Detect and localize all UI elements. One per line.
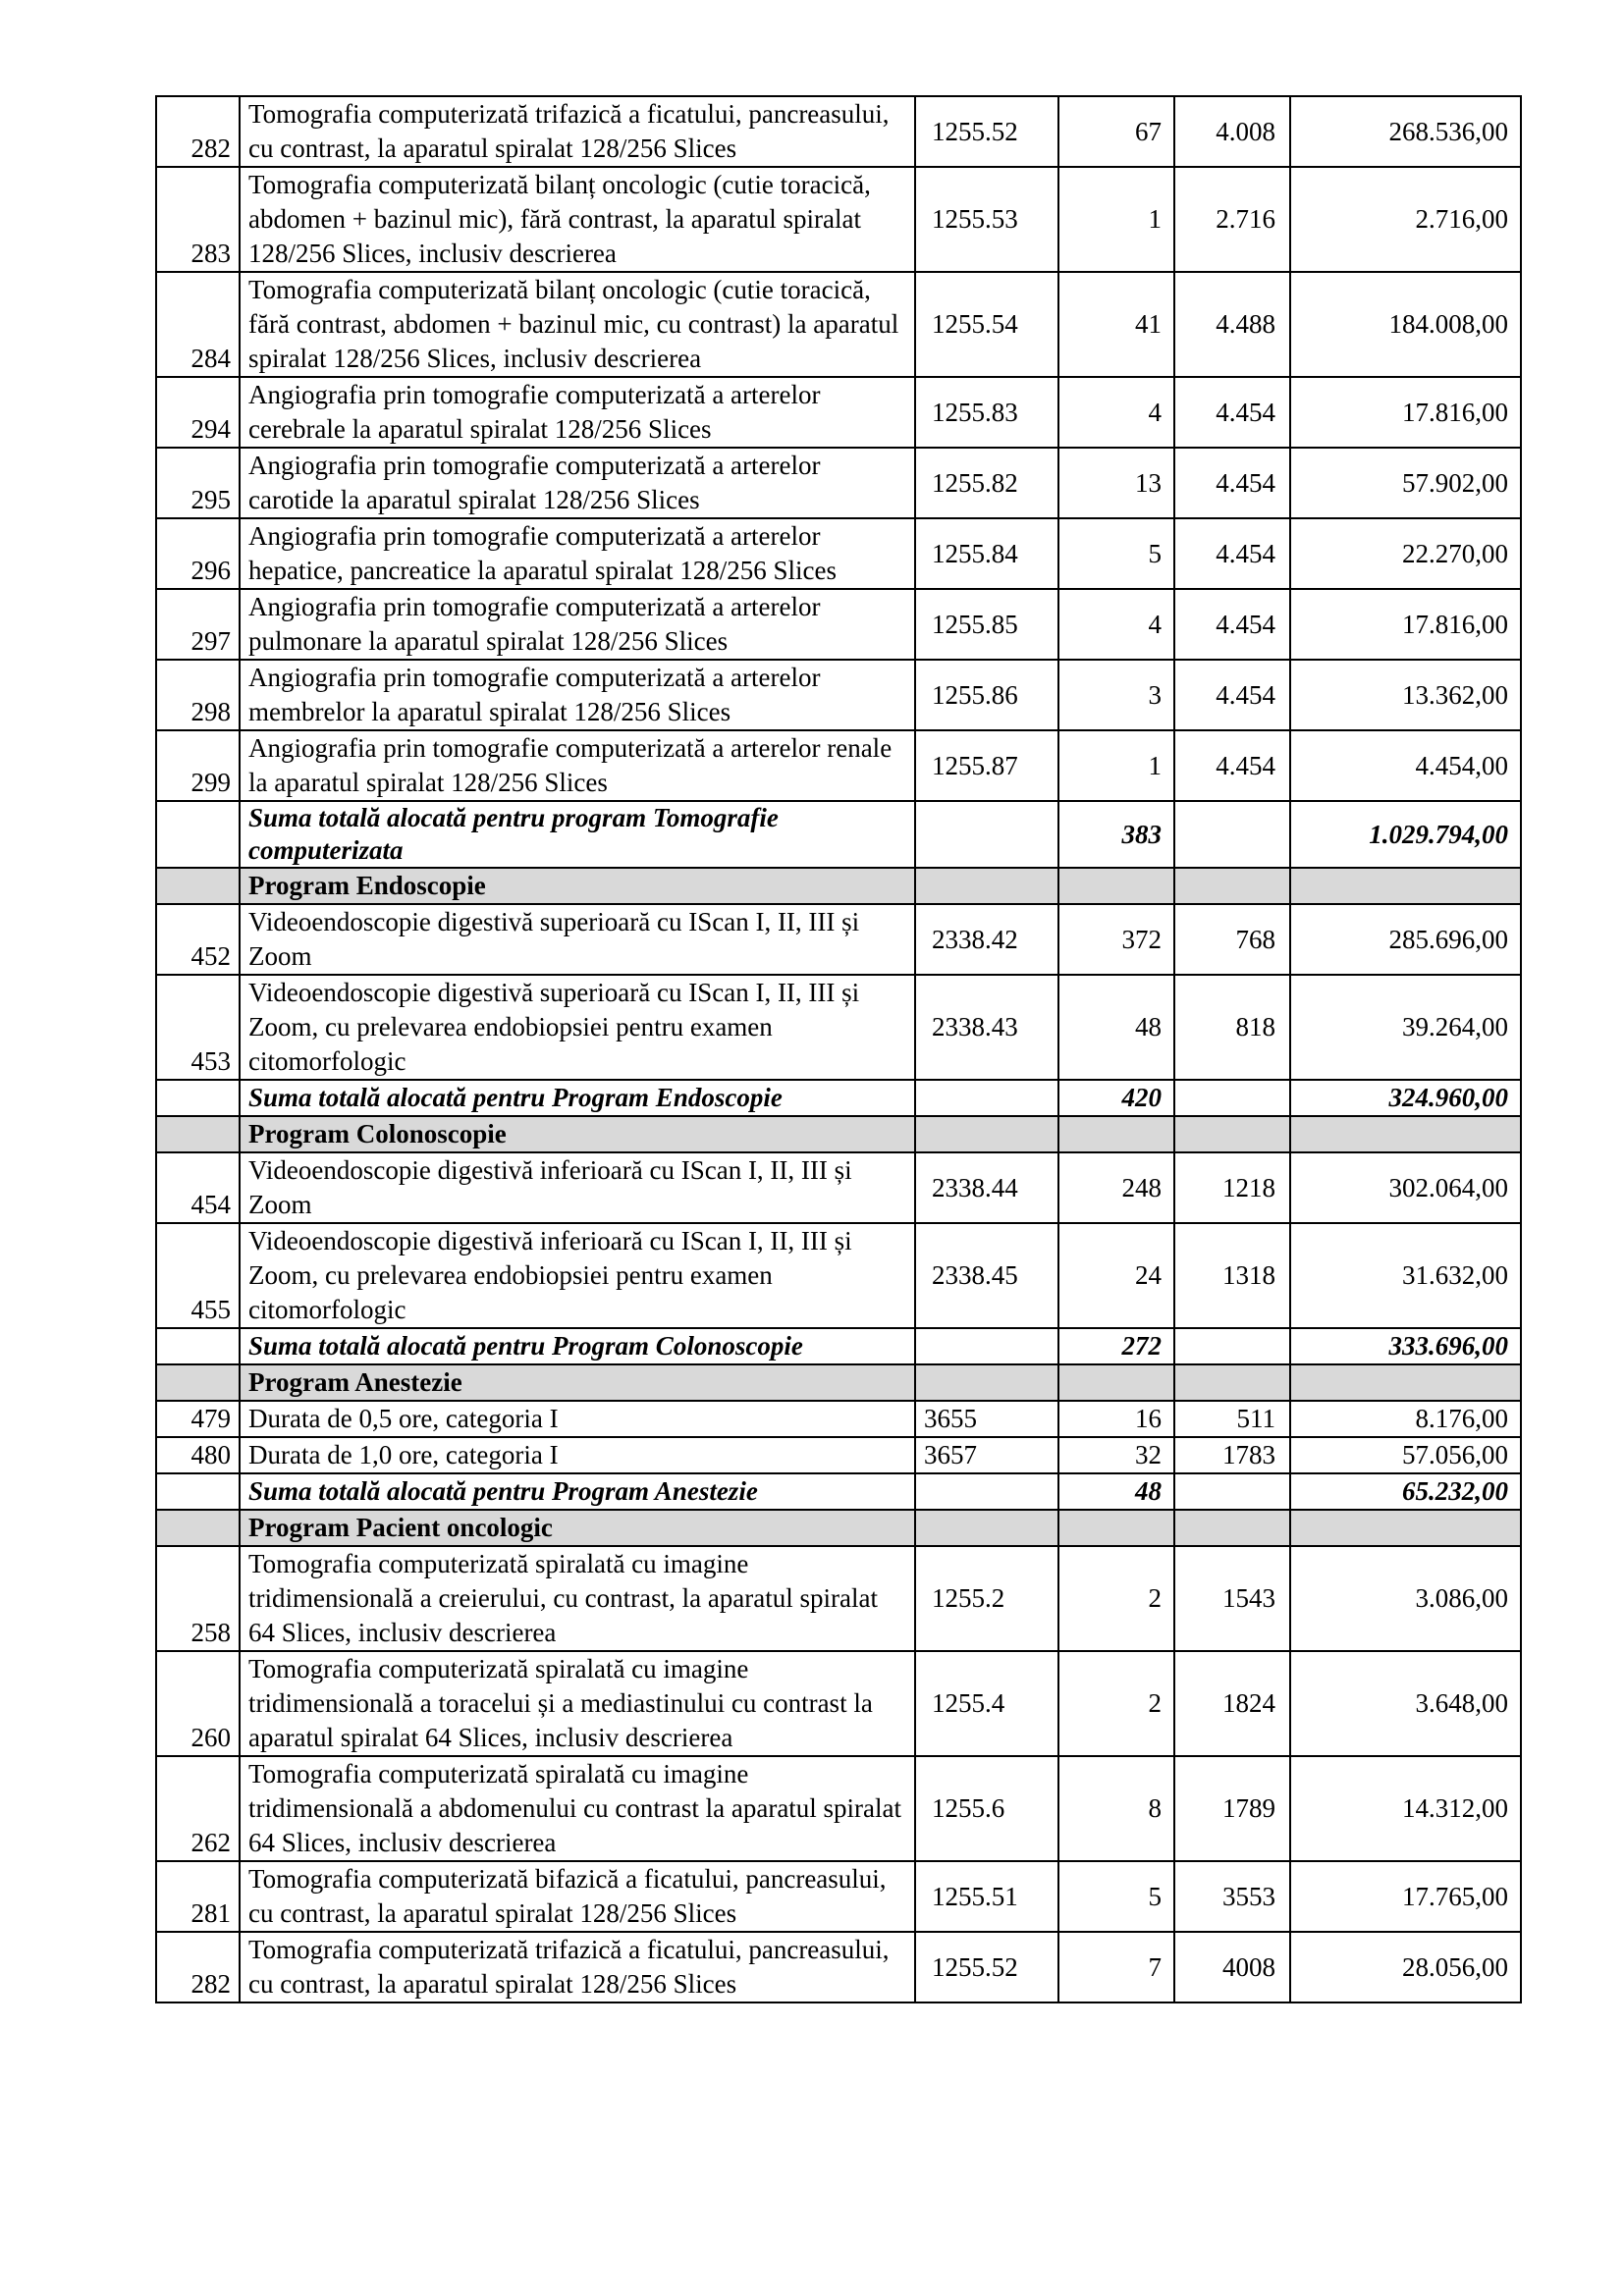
service-description: Angiografia prin tomografie computerizată a arterelor pulmonare la aparatul spiralat 128/256 Slices — [240, 589, 915, 660]
service-description: Tomografia computerizată spiralată cu imagine tridimensională a toracelui și a mediastinului cu contrast la aparatul spiralat 64 Slices, inclusiv descrierea — [240, 1651, 915, 1756]
table-row — [156, 272, 1521, 377]
table-row — [156, 904, 1521, 975]
service-unit-price: 4.488 — [1174, 272, 1290, 377]
row-number: 295 — [156, 448, 240, 518]
service-unit-price: 1218 — [1174, 1152, 1290, 1223]
section-header-row — [156, 1510, 1521, 1546]
program-total-row — [156, 801, 1521, 868]
program-total-row — [156, 1328, 1521, 1364]
table-row — [156, 975, 1521, 1080]
row-number: 282 — [156, 96, 240, 167]
table-row — [156, 1401, 1521, 1437]
price-cell — [1174, 801, 1290, 868]
row-number: 452 — [156, 904, 240, 975]
table-row — [156, 730, 1521, 801]
services-table — [155, 95, 1522, 2003]
service-unit-price: 1543 — [1174, 1546, 1290, 1651]
service-description: Angiografia prin tomografie computerizată a arterelor renale la aparatul spiralat 128/256 Slices — [240, 730, 915, 801]
service-code: 1255.51 — [915, 1861, 1058, 1932]
service-quantity: 32 — [1058, 1437, 1174, 1473]
service-description: Tomografia computerizată bifazică a ficatului, pancreasului, cu contrast, la aparatul spiralat 128/256 Slices — [240, 1861, 915, 1932]
service-code: 2338.44 — [915, 1152, 1058, 1223]
service-total: 285.696,00 — [1290, 904, 1521, 975]
service-unit-price: 4.008 — [1174, 96, 1290, 167]
service-unit-price: 768 — [1174, 904, 1290, 975]
row-number-cell — [156, 1364, 240, 1401]
row-number-cell — [156, 1473, 240, 1510]
code-cell — [915, 801, 1058, 868]
service-total: 57.056,00 — [1290, 1437, 1521, 1473]
quantity-cell — [1058, 868, 1174, 904]
table-row — [156, 448, 1521, 518]
service-description: Tomografia computerizată spiralată cu imagine tridimensională a creierului, cu contrast, la aparatul spiralat 64 Slices, inclusiv descrierea — [240, 1546, 915, 1651]
section-title: Program Colonoscopie — [240, 1116, 915, 1152]
service-description: Tomografia computerizată trifazică a ficatului, pancreasului, cu contrast, la aparatul spiralat 128/256 Slices — [240, 96, 915, 167]
service-unit-price: 4.454 — [1174, 660, 1290, 730]
service-code: 3655 — [915, 1401, 1058, 1437]
service-description: Durata de 0,5 ore, categoria I — [240, 1401, 915, 1437]
service-quantity: 8 — [1058, 1756, 1174, 1861]
program-total-quantity: 48 — [1058, 1473, 1174, 1510]
price-cell — [1174, 1473, 1290, 1510]
program-total-label: Suma totală alocată pentru Program Endoscopie — [240, 1080, 915, 1116]
service-total: 17.816,00 — [1290, 377, 1521, 448]
service-quantity: 48 — [1058, 975, 1174, 1080]
total-cell — [1290, 868, 1521, 904]
table-row — [156, 660, 1521, 730]
program-total-label: Suma totală alocată pentru program Tomografie computerizata — [240, 801, 915, 868]
service-total: 2.716,00 — [1290, 167, 1521, 272]
service-unit-price: 4.454 — [1174, 518, 1290, 589]
service-quantity: 2 — [1058, 1651, 1174, 1756]
row-number: 262 — [156, 1756, 240, 1861]
table-row — [156, 1756, 1521, 1861]
service-quantity: 248 — [1058, 1152, 1174, 1223]
service-description: Angiografia prin tomografie computerizată a arterelor membrelor la aparatul spiralat 128/256 Slices — [240, 660, 915, 730]
service-unit-price: 1789 — [1174, 1756, 1290, 1861]
row-number-cell — [156, 1116, 240, 1152]
section-title: Program Pacient oncologic — [240, 1510, 915, 1546]
table-row — [156, 1546, 1521, 1651]
service-quantity: 13 — [1058, 448, 1174, 518]
service-unit-price: 1824 — [1174, 1651, 1290, 1756]
service-code: 1255.52 — [915, 96, 1058, 167]
program-total-label: Suma totală alocată pentru Program Colonoscopie — [240, 1328, 915, 1364]
program-total-quantity: 272 — [1058, 1328, 1174, 1364]
service-total: 268.536,00 — [1290, 96, 1521, 167]
code-cell — [915, 1328, 1058, 1364]
service-description: Videoendoscopie digestivă superioară cu IScan I, II, III și Zoom — [240, 904, 915, 975]
service-total: 31.632,00 — [1290, 1223, 1521, 1328]
service-unit-price: 511 — [1174, 1401, 1290, 1437]
service-total: 3.086,00 — [1290, 1546, 1521, 1651]
row-number: 284 — [156, 272, 240, 377]
program-total-quantity: 420 — [1058, 1080, 1174, 1116]
service-total: 17.816,00 — [1290, 589, 1521, 660]
service-total: 4.454,00 — [1290, 730, 1521, 801]
price-cell — [1174, 1364, 1290, 1401]
service-unit-price: 1783 — [1174, 1437, 1290, 1473]
section-header-row — [156, 1364, 1521, 1401]
service-total: 8.176,00 — [1290, 1401, 1521, 1437]
service-total: 17.765,00 — [1290, 1861, 1521, 1932]
service-description: Videoendoscopie digestivă inferioară cu IScan I, II, III și Zoom, cu prelevarea endobiopsiei pentru examen citomorfologic — [240, 1223, 915, 1328]
service-total: 57.902,00 — [1290, 448, 1521, 518]
section-title: Program Anestezie — [240, 1364, 915, 1401]
service-code: 3657 — [915, 1437, 1058, 1473]
service-code: 1255.54 — [915, 272, 1058, 377]
table-row — [156, 167, 1521, 272]
service-code: 1255.85 — [915, 589, 1058, 660]
row-number: 297 — [156, 589, 240, 660]
service-code: 1255.83 — [915, 377, 1058, 448]
row-number-cell — [156, 1328, 240, 1364]
service-code: 1255.2 — [915, 1546, 1058, 1651]
service-quantity: 3 — [1058, 660, 1174, 730]
row-number: 282 — [156, 1932, 240, 2002]
service-total: 14.312,00 — [1290, 1756, 1521, 1861]
row-number: 455 — [156, 1223, 240, 1328]
service-quantity: 372 — [1058, 904, 1174, 975]
program-total-row — [156, 1080, 1521, 1116]
service-unit-price: 3553 — [1174, 1861, 1290, 1932]
service-quantity: 41 — [1058, 272, 1174, 377]
service-total: 302.064,00 — [1290, 1152, 1521, 1223]
service-unit-price: 4.454 — [1174, 448, 1290, 518]
price-cell — [1174, 868, 1290, 904]
service-code: 1255.4 — [915, 1651, 1058, 1756]
service-code: 2338.45 — [915, 1223, 1058, 1328]
service-description: Tomografia computerizată bilanț oncologic (cutie toracică, fără contrast, abdomen + bazinul mic, cu contrast) la aparatul spiralat 128/256 Slices, inclusiv descrierea — [240, 272, 915, 377]
service-total: 184.008,00 — [1290, 272, 1521, 377]
code-cell — [915, 868, 1058, 904]
table-row — [156, 518, 1521, 589]
program-total-amount: 65.232,00 — [1290, 1473, 1521, 1510]
service-description: Tomografia computerizată spiralată cu imagine tridimensională a abdomenului cu contrast la aparatul spiralat 64 Slices, inclusiv descrierea — [240, 1756, 915, 1861]
program-total-row — [156, 1473, 1521, 1510]
price-cell — [1174, 1080, 1290, 1116]
row-number: 281 — [156, 1861, 240, 1932]
table-row — [156, 1861, 1521, 1932]
program-total-amount: 1.029.794,00 — [1290, 801, 1521, 868]
row-number: 258 — [156, 1546, 240, 1651]
service-unit-price: 818 — [1174, 975, 1290, 1080]
row-number-cell — [156, 1080, 240, 1116]
row-number-cell — [156, 868, 240, 904]
table-row — [156, 1437, 1521, 1473]
table-row — [156, 1651, 1521, 1756]
quantity-cell — [1058, 1116, 1174, 1152]
service-code: 2338.42 — [915, 904, 1058, 975]
service-code: 1255.82 — [915, 448, 1058, 518]
service-quantity: 4 — [1058, 377, 1174, 448]
service-description: Tomografia computerizată bilanț oncologic (cutie toracică, abdomen + bazinul mic), fără contrast, la aparatul spiralat 128/256 Slices, inclusiv descrierea — [240, 167, 915, 272]
service-quantity: 1 — [1058, 730, 1174, 801]
quantity-cell — [1058, 1364, 1174, 1401]
row-number-cell — [156, 801, 240, 868]
row-number: 298 — [156, 660, 240, 730]
row-number: 480 — [156, 1437, 240, 1473]
price-cell — [1174, 1116, 1290, 1152]
row-number: 454 — [156, 1152, 240, 1223]
program-total-label: Suma totală alocată pentru Program Anestezie — [240, 1473, 915, 1510]
service-code: 2338.43 — [915, 975, 1058, 1080]
table-row — [156, 1152, 1521, 1223]
service-total: 13.362,00 — [1290, 660, 1521, 730]
service-unit-price: 4.454 — [1174, 730, 1290, 801]
service-total: 3.648,00 — [1290, 1651, 1521, 1756]
table-row — [156, 1932, 1521, 2002]
service-quantity: 5 — [1058, 518, 1174, 589]
code-cell — [915, 1473, 1058, 1510]
service-quantity: 16 — [1058, 1401, 1174, 1437]
row-number: 479 — [156, 1401, 240, 1437]
code-cell — [915, 1116, 1058, 1152]
program-total-amount: 333.696,00 — [1290, 1328, 1521, 1364]
service-code: 1255.52 — [915, 1932, 1058, 2002]
program-total-amount: 324.960,00 — [1290, 1080, 1521, 1116]
service-unit-price: 4.454 — [1174, 589, 1290, 660]
service-code: 1255.87 — [915, 730, 1058, 801]
row-number: 260 — [156, 1651, 240, 1756]
service-description: Angiografia prin tomografie computerizată a arterelor hepatice, pancreatice la aparatul spiralat 128/256 Slices — [240, 518, 915, 589]
code-cell — [915, 1510, 1058, 1546]
service-quantity: 5 — [1058, 1861, 1174, 1932]
code-cell — [915, 1364, 1058, 1401]
service-code: 1255.86 — [915, 660, 1058, 730]
service-quantity: 2 — [1058, 1546, 1174, 1651]
service-unit-price: 4.454 — [1174, 377, 1290, 448]
price-cell — [1174, 1328, 1290, 1364]
service-quantity: 67 — [1058, 96, 1174, 167]
section-title: Program Endoscopie — [240, 868, 915, 904]
service-unit-price: 1318 — [1174, 1223, 1290, 1328]
table-row — [156, 377, 1521, 448]
row-number: 299 — [156, 730, 240, 801]
quantity-cell — [1058, 1510, 1174, 1546]
service-total: 28.056,00 — [1290, 1932, 1521, 2002]
table-row — [156, 96, 1521, 167]
row-number-cell — [156, 1510, 240, 1546]
service-description: Videoendoscopie digestivă superioară cu IScan I, II, III și Zoom, cu prelevarea endobiopsiei pentru examen citomorfologic — [240, 975, 915, 1080]
service-quantity: 1 — [1058, 167, 1174, 272]
row-number: 283 — [156, 167, 240, 272]
service-unit-price: 2.716 — [1174, 167, 1290, 272]
total-cell — [1290, 1364, 1521, 1401]
service-quantity: 4 — [1058, 589, 1174, 660]
service-description: Angiografia prin tomografie computerizată a arterelor carotide la aparatul spiralat 128/256 Slices — [240, 448, 915, 518]
total-cell — [1290, 1510, 1521, 1546]
table-row — [156, 1223, 1521, 1328]
total-cell — [1290, 1116, 1521, 1152]
service-code: 1255.53 — [915, 167, 1058, 272]
service-code: 1255.84 — [915, 518, 1058, 589]
service-total: 22.270,00 — [1290, 518, 1521, 589]
document-page — [155, 95, 1520, 2003]
row-number: 296 — [156, 518, 240, 589]
service-description: Tomografia computerizată trifazică a ficatului, pancreasului, cu contrast, la aparatul spiralat 128/256 Slices — [240, 1932, 915, 2002]
service-description: Angiografia prin tomografie computerizată a arterelor cerebrale la aparatul spiralat 128/256 Slices — [240, 377, 915, 448]
service-quantity: 24 — [1058, 1223, 1174, 1328]
table-row — [156, 589, 1521, 660]
row-number: 453 — [156, 975, 240, 1080]
service-quantity: 7 — [1058, 1932, 1174, 2002]
program-total-quantity: 383 — [1058, 801, 1174, 868]
service-description: Videoendoscopie digestivă inferioară cu IScan I, II, III și Zoom — [240, 1152, 915, 1223]
code-cell — [915, 1080, 1058, 1116]
section-header-row — [156, 868, 1521, 904]
service-total: 39.264,00 — [1290, 975, 1521, 1080]
section-header-row — [156, 1116, 1521, 1152]
service-code: 1255.6 — [915, 1756, 1058, 1861]
row-number: 294 — [156, 377, 240, 448]
service-unit-price: 4008 — [1174, 1932, 1290, 2002]
services-table-body — [156, 96, 1521, 2002]
price-cell — [1174, 1510, 1290, 1546]
service-description: Durata de 1,0 ore, categoria I — [240, 1437, 915, 1473]
